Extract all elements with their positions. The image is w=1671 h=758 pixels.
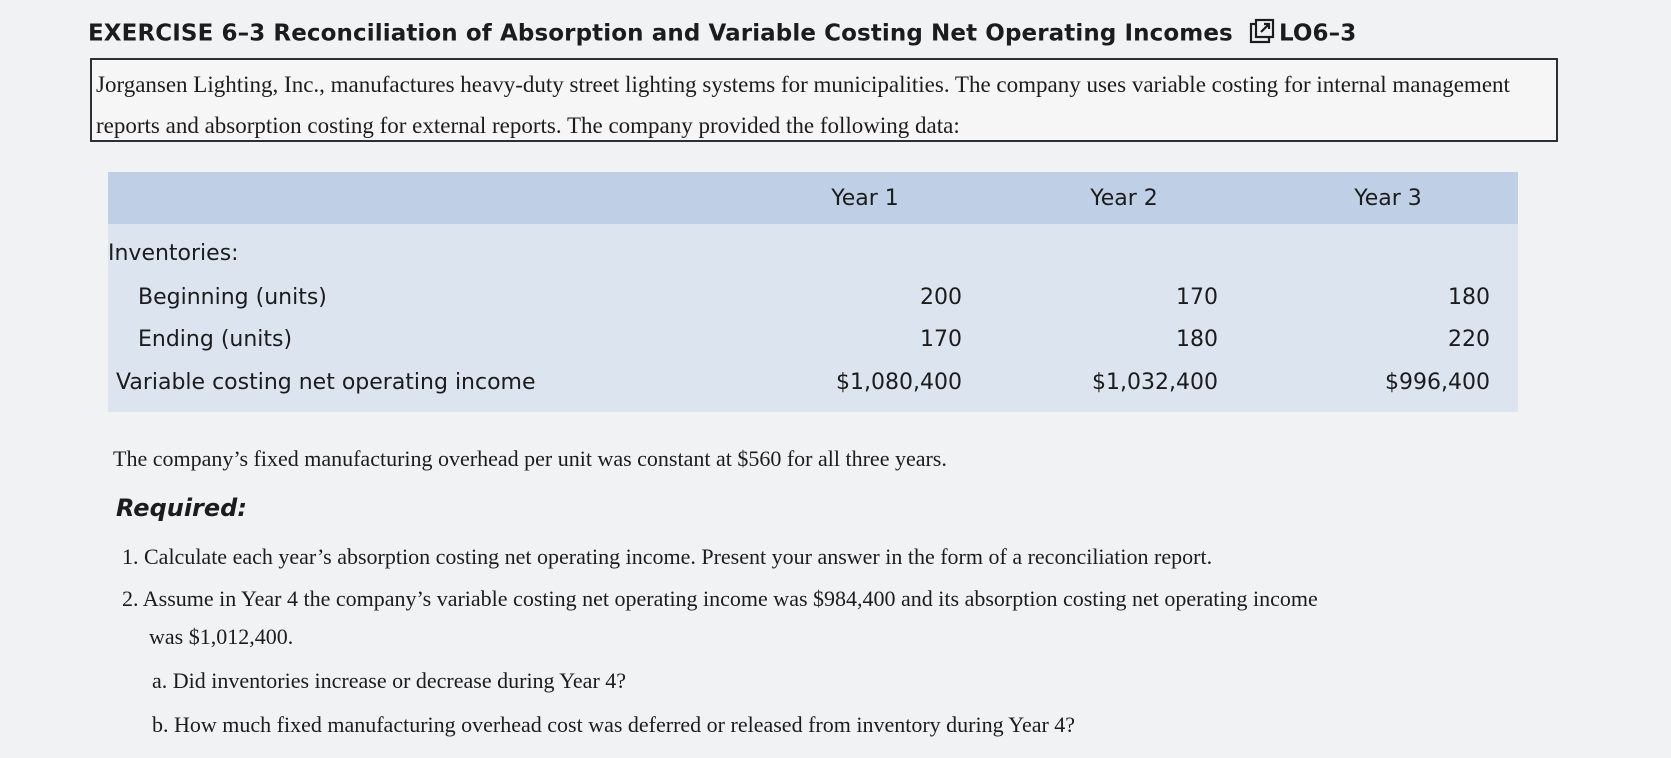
overhead-text: The company’s fixed manufacturing overhead per unit was constant at $560 for all three years. bbox=[113, 446, 947, 471]
required-item-2a: a. Did inventories increase or decrease during Year 4? bbox=[152, 668, 627, 693]
column-header: Year 2 bbox=[990, 172, 1246, 224]
cell-value: 170 bbox=[728, 318, 990, 360]
exercise-title-text: EXERCISE 6–3 Reconciliation of Absorption and Variable Costing Net Operating Incomes bbox=[88, 20, 1233, 47]
table-row bbox=[108, 224, 1518, 276]
cell-value: $996,400 bbox=[1246, 360, 1518, 412]
cell-value: 180 bbox=[1246, 276, 1518, 318]
cell-value: 200 bbox=[728, 276, 990, 318]
row-label: Variable costing net operating income bbox=[108, 360, 728, 412]
cell-value: $1,032,400 bbox=[990, 360, 1246, 412]
cell-value: 170 bbox=[990, 276, 1246, 318]
inventory-data-table bbox=[108, 172, 1518, 412]
column-header: Year 3 bbox=[1246, 172, 1518, 224]
cell-value: 180 bbox=[990, 318, 1246, 360]
cell-value: 220 bbox=[1246, 318, 1518, 360]
header-blank bbox=[108, 172, 728, 224]
cell-value: $1,080,400 bbox=[728, 360, 990, 412]
table-row bbox=[108, 276, 1518, 318]
learning-objective: LO6–3 bbox=[1278, 20, 1357, 47]
row-label: Beginning (units) bbox=[108, 276, 728, 318]
required-item-1: 1. Calculate each year’s absorption costing net operating income. Present your answer in the form of a reconciliation report. bbox=[122, 544, 1213, 569]
intro-box bbox=[90, 58, 1558, 142]
table-header-row bbox=[108, 172, 1518, 224]
table-row bbox=[108, 360, 1518, 412]
intro-text: Jorgansen Lighting, Inc., manufactures heavy-duty street lighting systems for municipalities. The company uses variable costing for internal management reports and absorption costing for external reports. The company provided the following data: bbox=[96, 72, 1510, 138]
required-item-2: 2. Assume in Year 4 the company’s variable costing net operating income was $984,400 and its absorption costing net operating income bbox=[122, 586, 1318, 611]
required-item-2-cont: was $1,012,400. bbox=[149, 624, 294, 649]
section-label: Inventories: bbox=[108, 224, 728, 276]
exercise-title bbox=[88, 18, 1356, 50]
table-row bbox=[108, 318, 1518, 360]
external-link-icon[interactable] bbox=[1249, 18, 1275, 50]
required-heading: Required: bbox=[116, 494, 247, 522]
column-header: Year 1 bbox=[728, 172, 990, 224]
row-label: Ending (units) bbox=[108, 318, 728, 360]
required-item-2b: b. How much fixed manufacturing overhead cost was deferred or released from inventory during Year 4? bbox=[152, 712, 1076, 737]
